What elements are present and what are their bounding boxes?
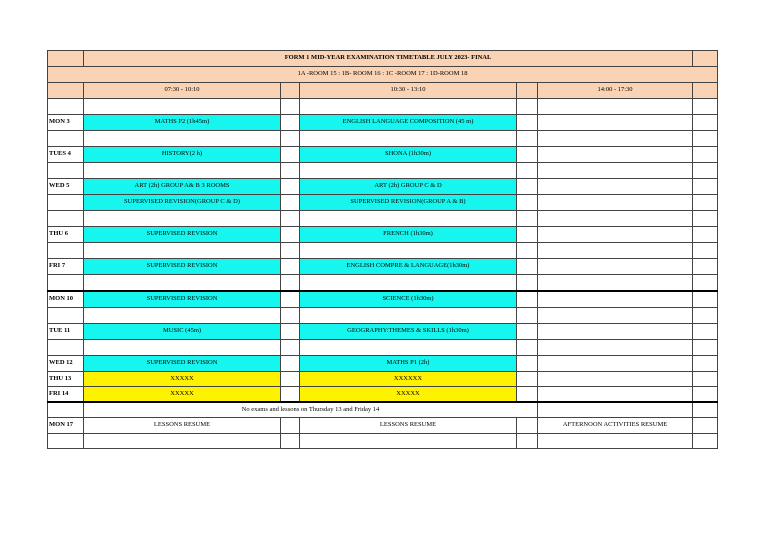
table-row	[48, 418, 718, 434]
day-label: FRI 14	[48, 387, 84, 403]
day-label: TUE 11	[48, 324, 84, 340]
session-cell: LESSONS RESUME	[84, 418, 281, 434]
table-row	[48, 372, 718, 387]
session-cell: SUPERVISED REVISION(GROUP C & D)	[84, 195, 281, 211]
day-label: FRI 7	[48, 259, 84, 275]
session-cell: ART (2h) GROUP C & D	[300, 179, 517, 195]
session-cell: LESSONS RESUME	[300, 418, 517, 434]
table-row	[48, 324, 718, 340]
day-label: TUES 4	[48, 147, 84, 163]
day-label: THU 6	[48, 227, 84, 243]
table-row	[48, 179, 718, 195]
no-exam-cell: XXXXX	[300, 387, 517, 403]
session-cell: SUPERVISED REVISION	[84, 291, 281, 308]
session-cell: ART (2h) GROUP A& B 3 ROOMS	[84, 179, 281, 195]
no-exams-note: No exams and lessons on Thursday 13 and Friday 14	[84, 402, 538, 418]
session-cell: HISTORY(2 h)	[84, 147, 281, 163]
time-slot-1: 07:30 - 10:10	[84, 83, 281, 99]
table-row	[48, 195, 718, 211]
session-cell: MATHS P2 (1h45m)	[84, 115, 281, 131]
title-blank-cell	[693, 51, 718, 67]
session-cell: MATHS P1 (2h)	[300, 356, 517, 372]
day-label: WED 5	[48, 179, 84, 195]
title-blank-cell	[48, 51, 84, 67]
table-row	[48, 356, 718, 372]
session-cell: FRENCH (1h30m)	[300, 227, 517, 243]
session-cell: AFTERNOON ACTIVITIES RESUME	[538, 418, 693, 434]
session-cell: SHONA (1h30m)	[300, 147, 517, 163]
session-cell: GEOGRAPHY:THEMES & SKILLS (1h30m)	[300, 324, 517, 340]
day-label: MON 10	[48, 291, 84, 308]
day-label: MON 3	[48, 115, 84, 131]
timetable-title: FORM 1 MID-YEAR EXAMINATION TIMETABLE JULY 2023- FINAL	[84, 51, 693, 67]
session-cell: ENGLISH COMPRE & LANGUAGE(1h30m)	[300, 259, 517, 275]
session-cell: SUPERVISED REVISION(GROUP A & B)	[300, 195, 517, 211]
exam-timetable	[47, 50, 718, 449]
table-row	[48, 227, 718, 243]
no-exam-cell: XXXXXX	[300, 372, 517, 387]
session-cell: ENGLISH LANGUAGE COMPOSITION (45 m)	[300, 115, 517, 131]
session-cell: SCIENCE (1h30m)	[300, 291, 517, 308]
session-cell: SUPERVISED REVISION	[84, 259, 281, 275]
session-cell: SUPERVISED REVISION	[84, 356, 281, 372]
table-row	[48, 387, 718, 403]
time-slot-3: 14:00 - 17:30	[538, 83, 693, 99]
room-allocation: 1A -ROOM 15 : 1B- ROOM 16 : 1C -ROOM 17 : 1D-ROOM 18	[48, 67, 718, 83]
session-cell: SUPERVISED REVISION	[84, 227, 281, 243]
day-header-blank	[48, 83, 84, 99]
table-row	[48, 402, 718, 418]
no-exam-cell: XXXXX	[84, 387, 281, 403]
table-row	[48, 147, 718, 163]
table-row	[48, 259, 718, 275]
time-slot-2: 10:30 - 13:10	[300, 83, 517, 99]
day-label: THU 13	[48, 372, 84, 387]
session-cell: MUSIC (45m)	[84, 324, 281, 340]
table-row	[48, 291, 718, 308]
day-label: MON 17	[48, 418, 84, 434]
day-label: WED 12	[48, 356, 84, 372]
no-exam-cell: XXXXX	[84, 372, 281, 387]
table-row	[48, 115, 718, 131]
